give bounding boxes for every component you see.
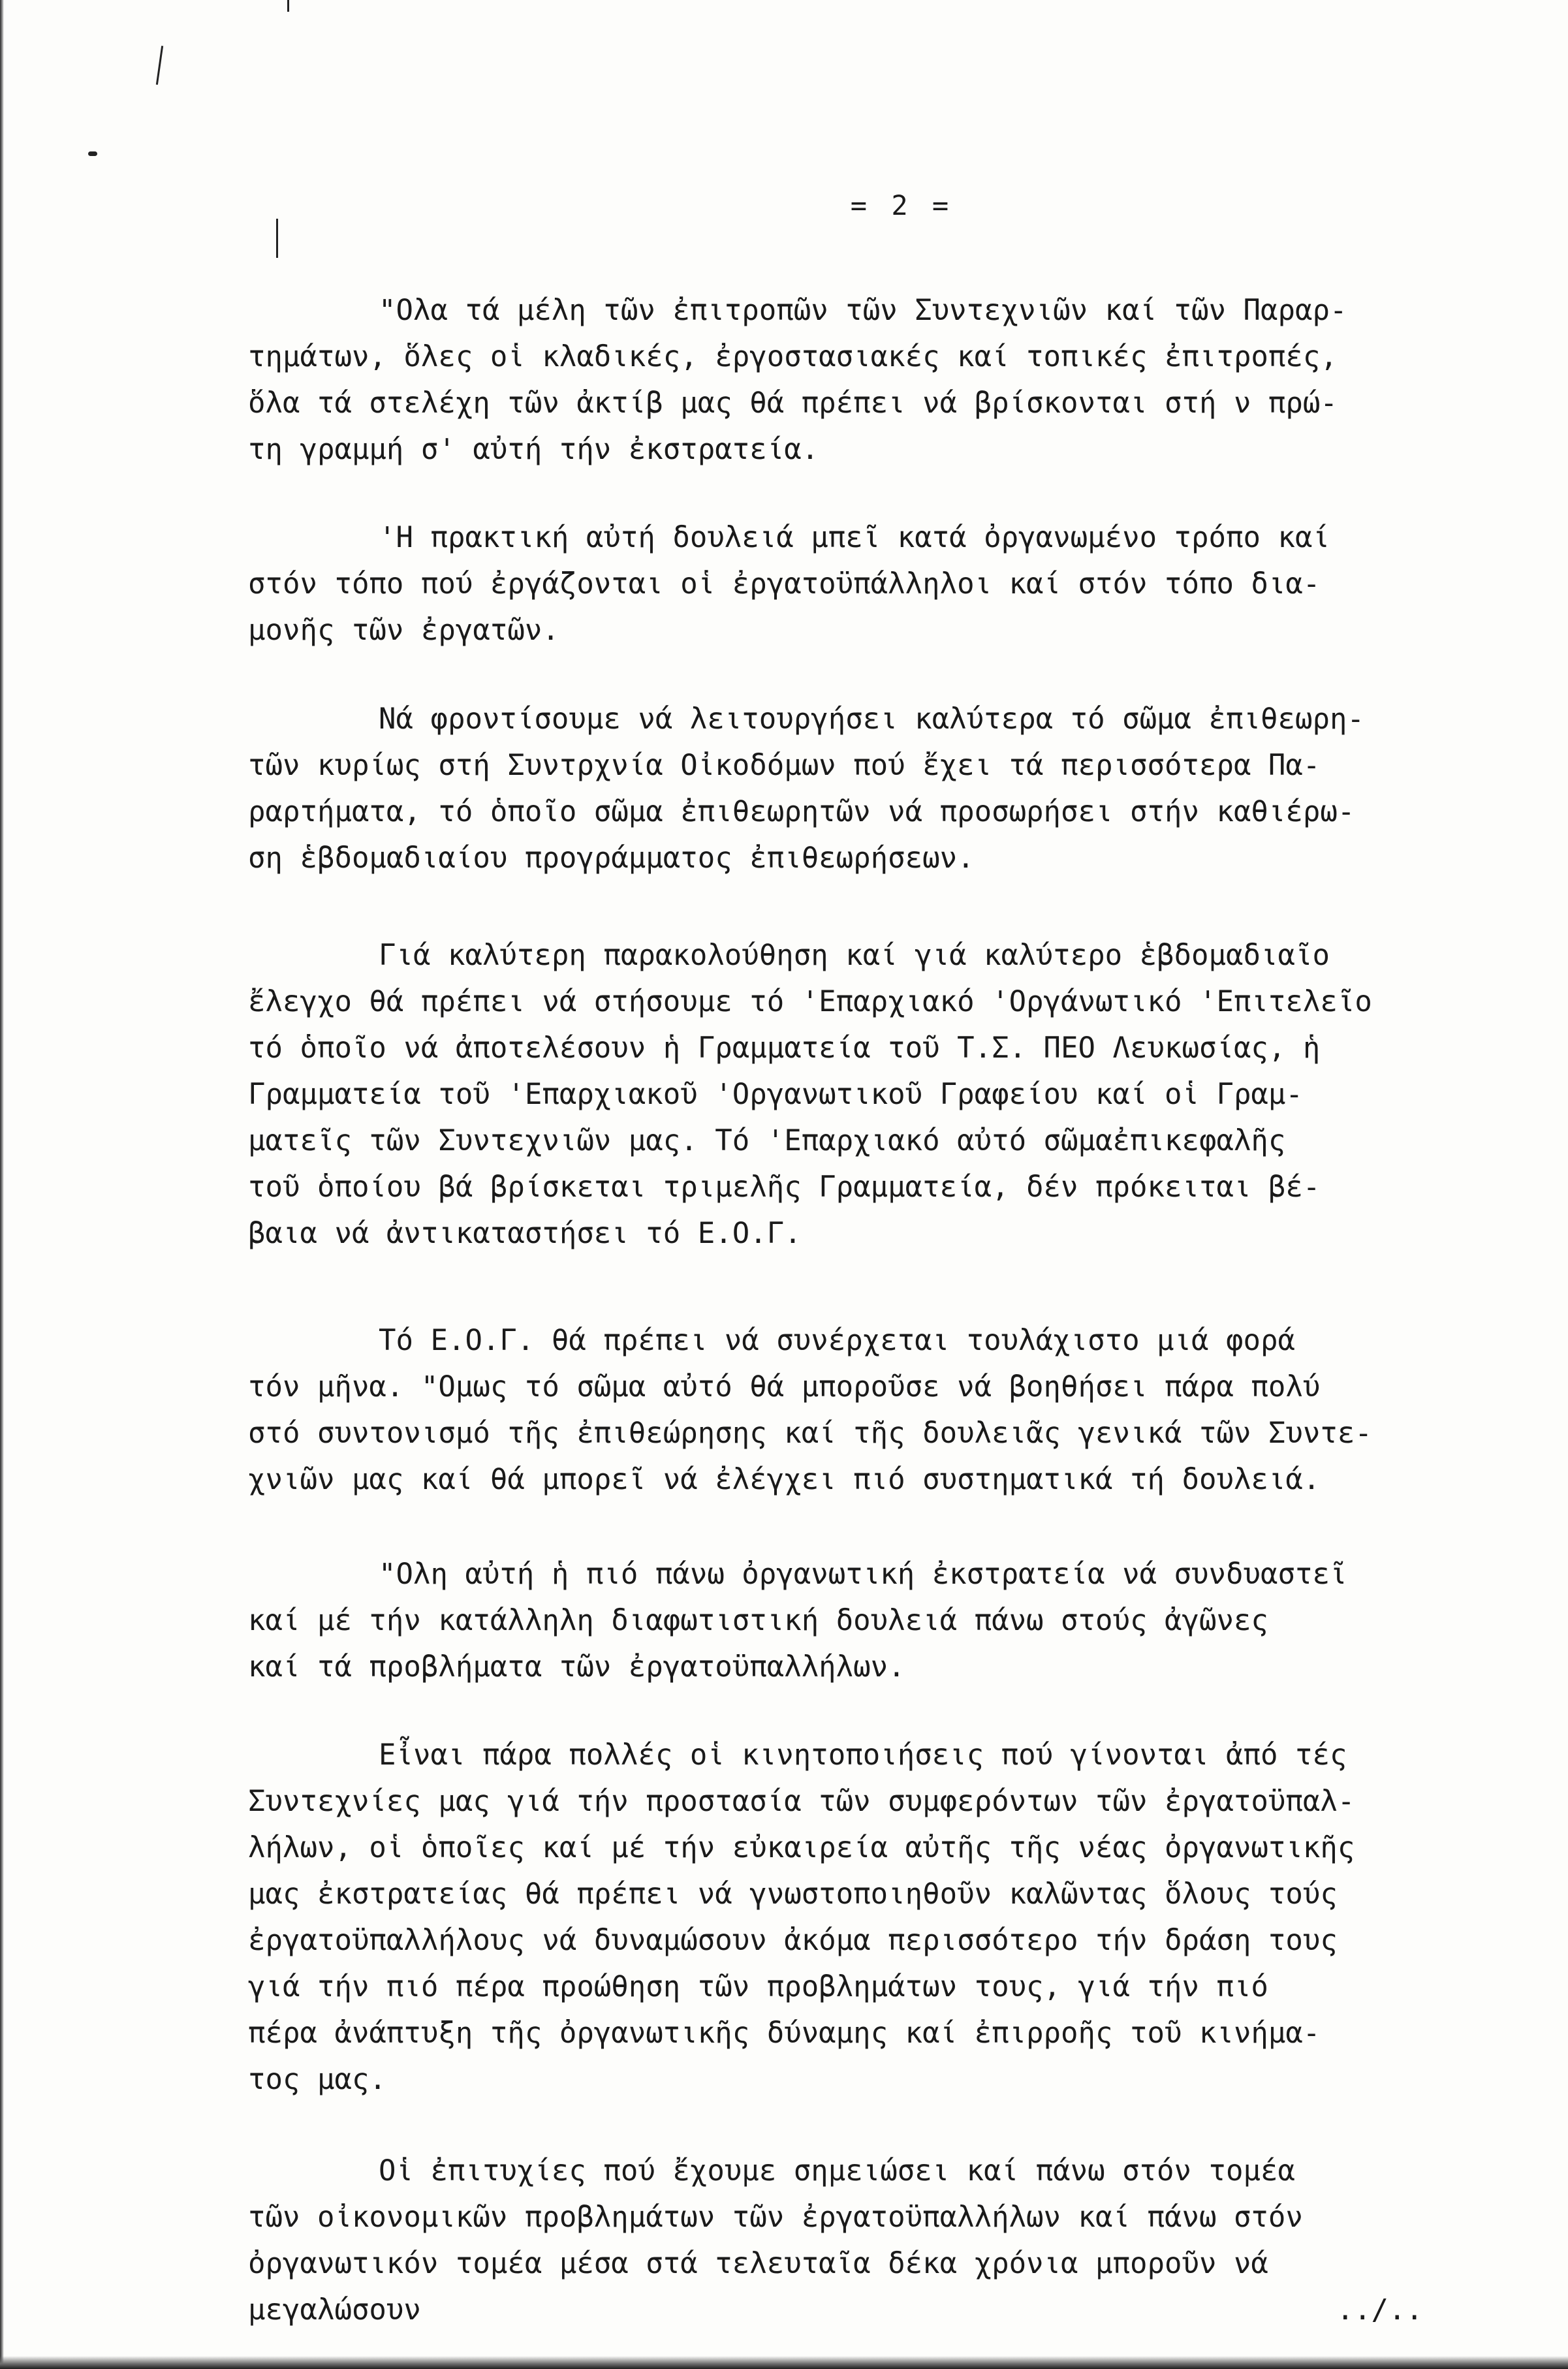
- paragraph-2: [248, 514, 1534, 653]
- page-number: = 2 =: [850, 189, 953, 221]
- text-line: τῶν κυρίως στή Συντρχνία Οἰκοδόμων πού ἔχει τά περισσότερα Πα-: [248, 749, 1321, 782]
- text-line: μεγαλώσουν: [248, 2293, 421, 2327]
- text-line: τῶν οἰκονομικῶν προβλημάτων τῶν ἐργατοϋπαλλήλων καί πάνω στόν: [248, 2201, 1303, 2234]
- paragraph-6: [248, 1551, 1534, 1690]
- text-line: στόν τόπο πού ἐργάζονται οἱ ἐργατοϋπάλληλοι καί στόν τόπο δια-: [248, 567, 1321, 601]
- text-line: βαια νά ἀντικαταστήσει τό Ε.Ο.Γ.: [248, 1217, 802, 1250]
- text-line: Νά φροντίσουμε νά λειτουργήσει καλύτερα τό σῶμα ἐπιθεωρη-: [379, 702, 1364, 736]
- paragraph-5: [248, 1317, 1534, 1503]
- text-line: χνιῶν μας καί θά μπορεῖ νά ἐλέγχει πιό συστηματικά τή δουλειά.: [248, 1463, 1321, 1496]
- scan-mark: [276, 219, 278, 258]
- text-line: καί τά προβλήματα τῶν ἐργατοϋπαλλήλων.: [248, 1650, 905, 1684]
- text-line: τόν μῆνα. "Ομως τό σῶμα αὐτό θά μποροῦσε νά βοηθήσει πάρα πολύ: [248, 1370, 1321, 1404]
- text-line: ση ἑβδομαδιαίου προγράμματος ἐπιθεωρήσεων.: [248, 841, 975, 875]
- text-line: τος μας.: [248, 2063, 386, 2096]
- scan-mark: [156, 46, 163, 85]
- text-line: Τό Ε.Ο.Γ. θά πρέπει νά συνέρχεται τουλάχιστο μιά φορά: [379, 1324, 1295, 1357]
- paragraph-7: [248, 1732, 1534, 2103]
- text-line: Οἱ ἐπιτυχίες πού ἔχουμε σημειώσει καί πάνω στόν τομέα: [379, 2154, 1295, 2188]
- text-line: "Ολη αὐτή ἡ πιό πάνω ὀργανωτική ἐκστρατεία νά συνδυαστεῖ: [379, 1558, 1347, 1591]
- continuation-marker: ../..: [1336, 2293, 1423, 2327]
- scan-edge-left: [0, 0, 4, 2369]
- text-line: τό ὁποῖο νά ἀποτελέσουν ἡ Γραμματεία τοῦ Τ.Σ. ΠΕΟ Λευκωσίας, ἡ: [248, 1031, 1321, 1065]
- text-line: Συντεχνίες μας γιά τήν προστασία τῶν συμφερόντων τῶν ἐργατοϋπαλ-: [248, 1785, 1355, 1818]
- scan-mark: [287, 0, 289, 12]
- paragraph-1: [248, 287, 1534, 473]
- text-line: Γραμματεία τοῦ 'Επαρχιακοῦ 'Οργανωτικοῦ Γραφείου καί οἱ Γραμ-: [248, 1078, 1303, 1111]
- text-line: μονῆς τῶν ἐργατῶν.: [248, 614, 559, 647]
- text-line: ραρτήματα, τό ὁποῖο σῶμα ἐπιθεωρητῶν νά προσωρήσει στήν καθιέρω-: [248, 795, 1355, 828]
- paragraph-8: [248, 2148, 1534, 2333]
- paragraph-4: [248, 932, 1534, 1257]
- text-line: μας ἐκστρατείας θά πρέπει νά γνωστοποιηθοῦν καλῶντας ὅλους τούς: [248, 1877, 1338, 1911]
- paragraph-3: [248, 696, 1534, 881]
- text-line: στό συντονισμό τῆς ἐπιθεώρησης καί τῆς δουλειᾶς γενικά τῶν Συντε-: [248, 1417, 1372, 1450]
- text-line: γιά τήν πιό πέρα προώθηση τῶν προβλημάτων τους, γιά τήν πιό: [248, 1970, 1268, 2003]
- text-line: "Ολα τά μέλη τῶν ἐπιτροπῶν τῶν Συντεχνιῶν καί τῶν Παραρ-: [379, 294, 1347, 327]
- text-line: ἐργατοϋπαλλήλους νά δυναμώσουν ἀκόμα περισσότερο τήν δράση τους: [248, 1924, 1338, 1957]
- text-line: ὅλα τά στελέχη τῶν ἀκτίβ μας θά πρέπει νά βρίσκονται στή ν πρώ-: [248, 386, 1338, 420]
- text-line: Εἶναι πάρα πολλές οἱ κινητοποιήσεις πού γίνονται ἀπό τές: [379, 1738, 1347, 1772]
- scan-mark: [88, 151, 97, 156]
- text-line: λήλων, οἱ ὁποῖες καί μέ τήν εὐκαιρεία αὐτῆς τῆς νέας ὀργανωτικῆς: [248, 1831, 1355, 1864]
- text-line: τοῦ ὁποίου βά βρίσκεται τριμελῆς Γραμματεία, δέν πρόκειται βέ-: [248, 1170, 1321, 1204]
- text-line: 'Η πρακτική αὐτή δουλειά μπεῖ κατά ὀργανωμένο τρόπο καί: [379, 521, 1330, 554]
- text-line: ὀργανωτικόν τομέα μέσα στά τελευταῖα δέκα χρόνια μποροῦν νά: [248, 2247, 1268, 2280]
- text-line: τημάτων, ὅλες οἱ κλαδικές, ἐργοστασιακές καί τοπικές ἐπιτροπές,: [248, 340, 1338, 373]
- text-line: πέρα ἀνάπτυξη τῆς ὀργανωτικῆς δύναμης καί ἐπιρροῆς τοῦ κινήμα-: [248, 2016, 1321, 2050]
- last-text-line: [248, 2287, 1423, 2333]
- scan-edge-bottom: [0, 2356, 1568, 2369]
- text-line: τη γραμμή σ' αὐτή τήν ἐκστρατεία.: [248, 433, 819, 466]
- text-line: καί μέ τήν κατάλληλη διαφωτιστική δουλειά πάνω στούς ἀγῶνες: [248, 1604, 1268, 1637]
- text-line: ἔλεγχο θά πρέπει νά στήσουμε τό 'Επαρχιακό 'Οργάνωτικό 'Επιτελεῖο: [248, 985, 1372, 1018]
- text-line: Γιά καλύτερη παρακολούθηση καί γιά καλύτερο ἑβδομαδιαῖο: [379, 939, 1330, 972]
- text-line: ματεῖς τῶν Συντεχνιῶν μας. Τό 'Επαρχιακό αὐτό σῶμαἐπικεφαλῆς: [248, 1124, 1286, 1157]
